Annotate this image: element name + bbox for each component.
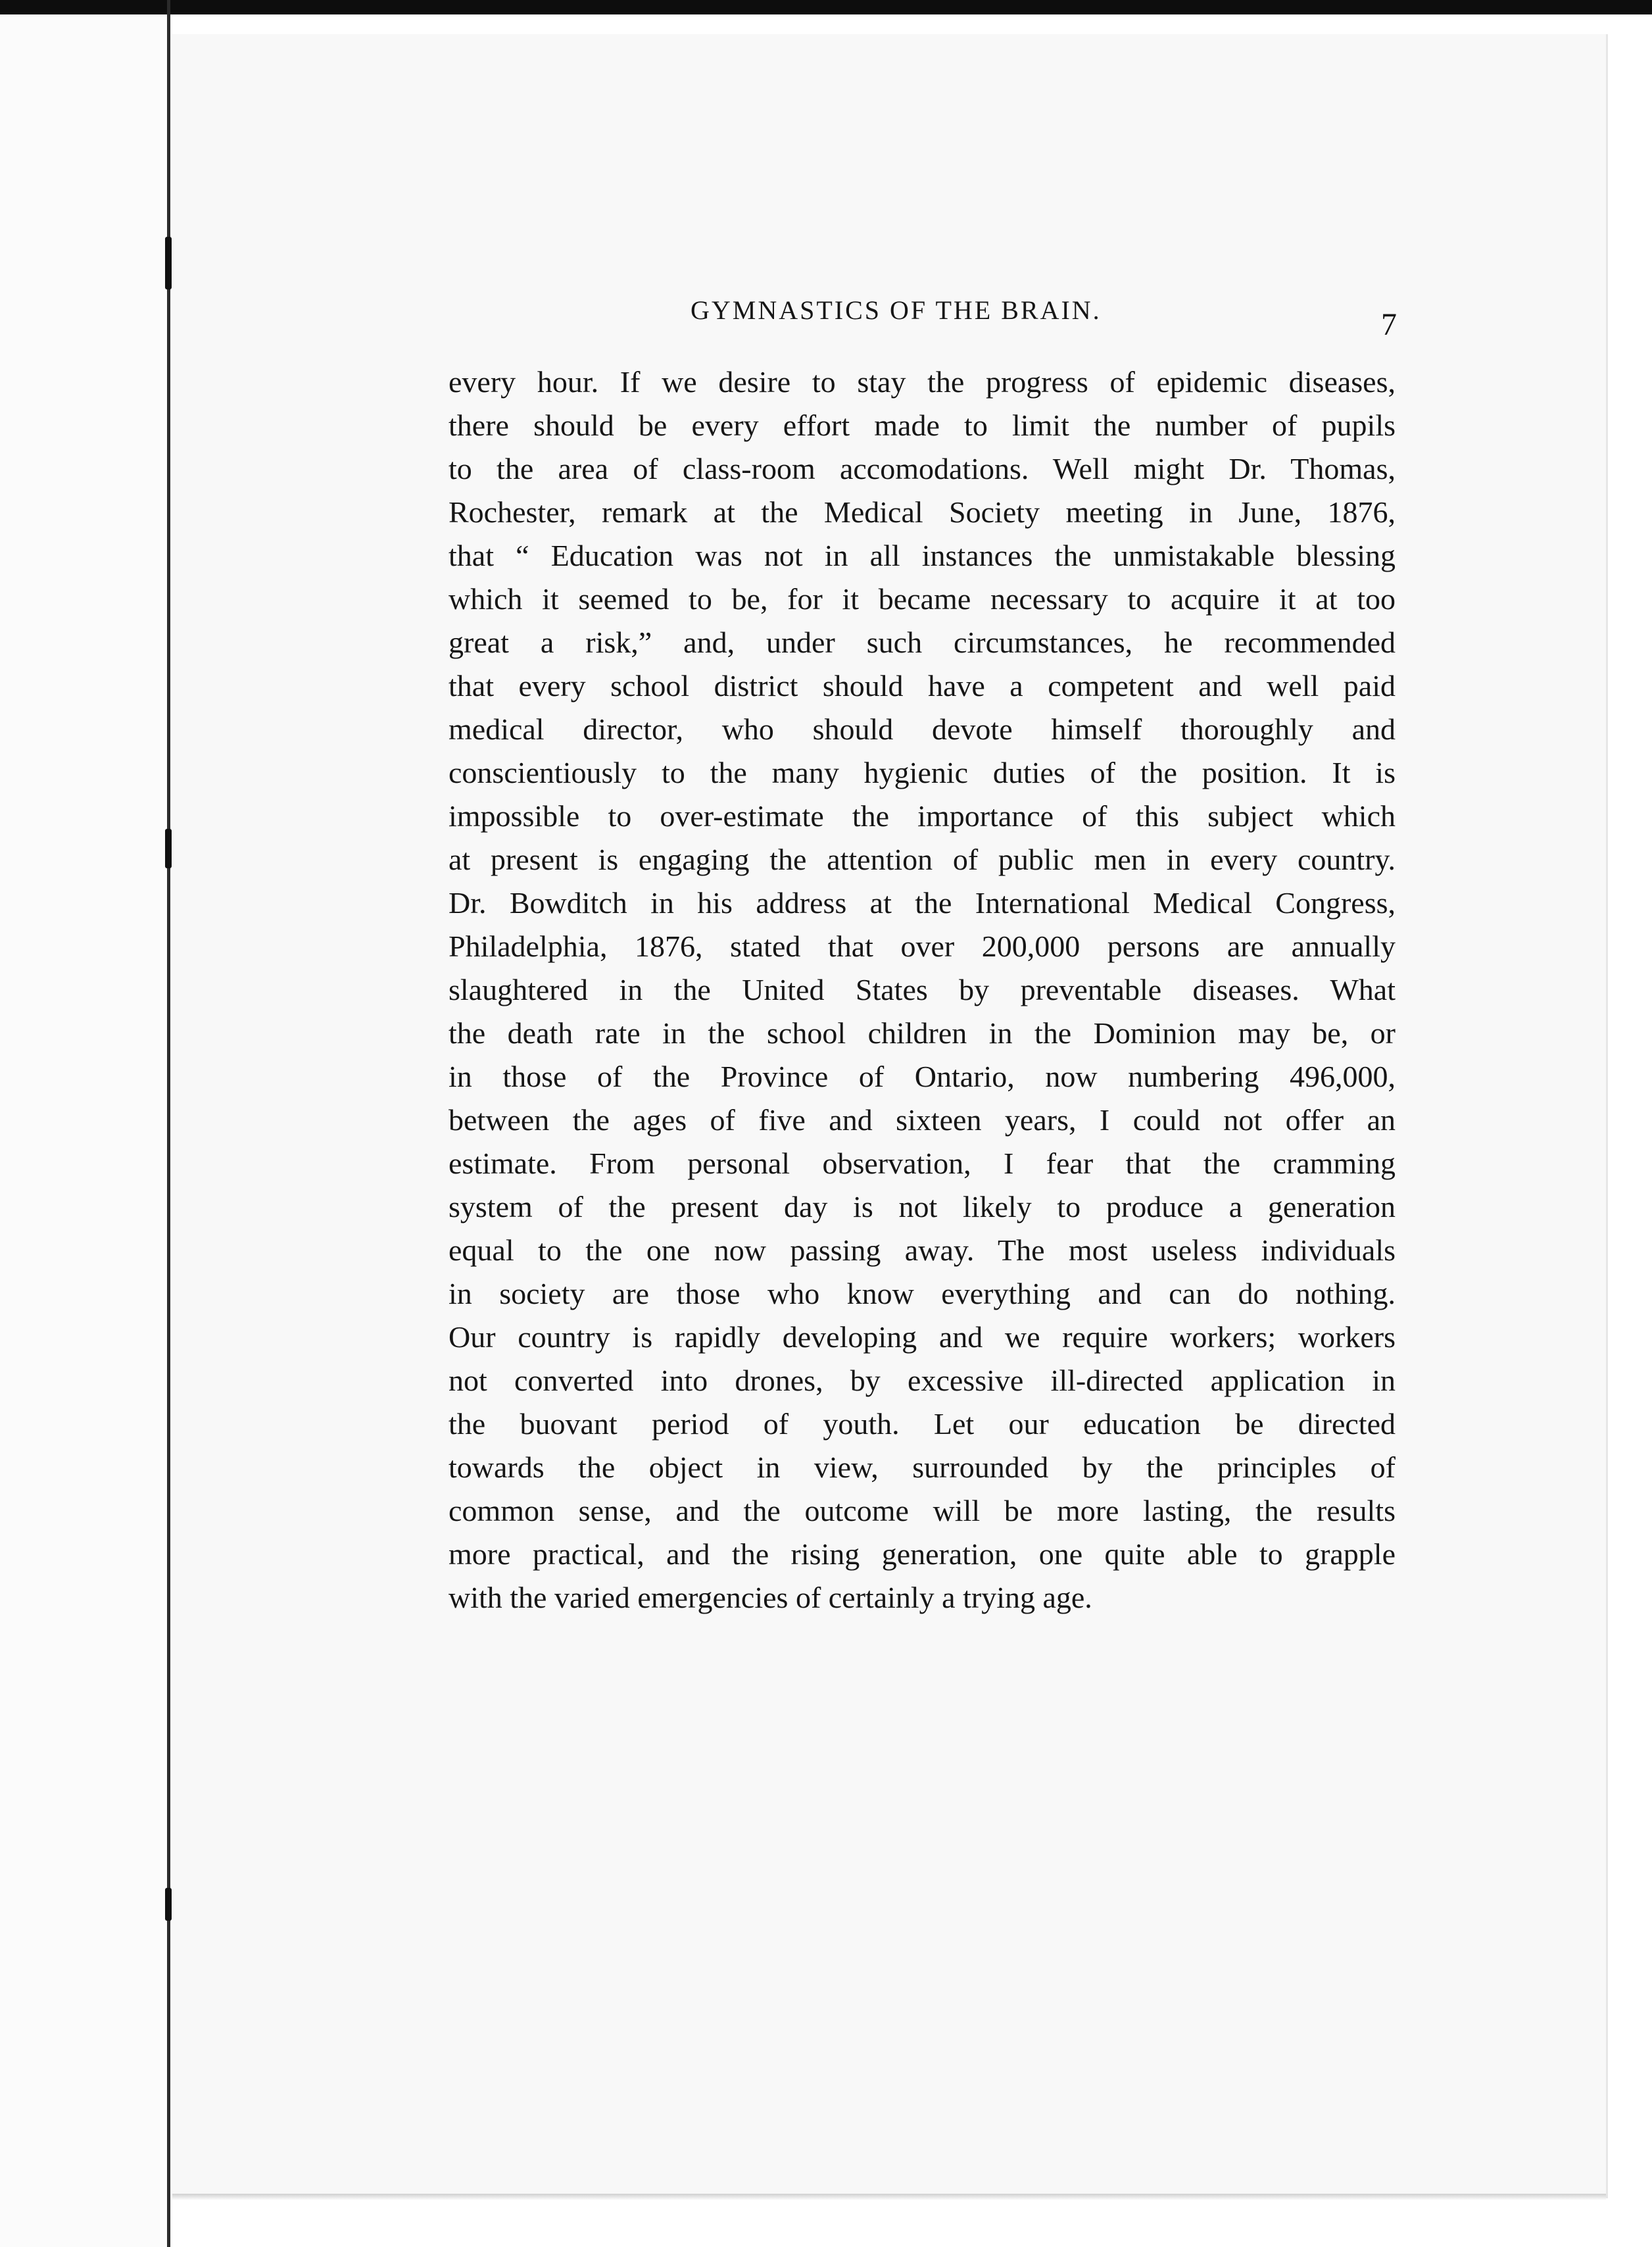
text-line: Rochester, remark at the Medical Society meeting in June, 1876, bbox=[449, 495, 1396, 529]
scan-top-border bbox=[0, 0, 1652, 14]
text-line: the buovant period of youth. Let our education be directed bbox=[449, 1407, 1396, 1441]
text-line: between the ages of five and sixteen years, I could not offer an bbox=[449, 1103, 1396, 1137]
text-line: every hour. If we desire to stay the progress of epidemic diseases, bbox=[449, 365, 1396, 399]
binding-mark bbox=[165, 237, 172, 289]
facing-page-margin bbox=[0, 14, 168, 2247]
text-line: Our country is rapidly developing and we require workers; workers bbox=[449, 1320, 1396, 1354]
text-line: common sense, and the outcome will be more lasting, the results bbox=[449, 1494, 1396, 1527]
text-line: with the varied emergencies of certainly a trying age. bbox=[449, 1581, 1092, 1614]
text-line: slaughtered in the United States by preventable diseases. What bbox=[449, 973, 1396, 1006]
text-line: towards the object in view, surrounded by the principles of bbox=[449, 1450, 1396, 1484]
text-line: Dr. Bowditch in his address at the International Medical Congress, bbox=[449, 886, 1396, 920]
text-line: in society are those who know everything and can do nothing. bbox=[449, 1277, 1396, 1310]
text-line: that “ Education was not in all instances the unmistakable blessing bbox=[449, 539, 1396, 572]
text-line: system of the present day is not likely to produce a generation bbox=[449, 1190, 1396, 1223]
text-line: the death rate in the school children in the Dominion may be, or bbox=[449, 1016, 1396, 1050]
page-number: 7 bbox=[1381, 307, 1397, 342]
text-line: estimate. From personal observation, I fear that the cramming bbox=[449, 1147, 1396, 1180]
text-line: great a risk,” and, under such circumstances, he recommended bbox=[449, 626, 1396, 659]
binding-mark bbox=[165, 829, 172, 868]
running-head: GYMNASTICS OF THE BRAIN. bbox=[691, 295, 1102, 325]
binding-mark bbox=[165, 1888, 172, 1921]
text-line: that every school district should have a competent and well paid bbox=[449, 669, 1396, 703]
text-line: medical director, who should devote himself thoroughly and bbox=[449, 712, 1396, 746]
text-line: Philadelphia, 1876, stated that over 200,000 persons are annually bbox=[449, 929, 1396, 963]
text-line: at present is engaging the attention of public men in every country. bbox=[449, 843, 1396, 876]
text-line: impossible to over-estimate the importance of this subject which bbox=[449, 799, 1396, 833]
text-line: conscientiously to the many hygienic duties of the position. It is bbox=[449, 756, 1396, 789]
text-line: more practical, and the rising generation, one quite able to grapple bbox=[449, 1537, 1396, 1571]
text-line: in those of the Province of Ontario, now numbering 496,000, bbox=[449, 1060, 1396, 1093]
text-line: to the area of class-room accomodations. Well might Dr. Thomas, bbox=[449, 452, 1396, 485]
text-line: equal to the one now passing away. The most useless individuals bbox=[449, 1233, 1396, 1267]
text-line: which it seemed to be, for it became necessary to acquire it at too bbox=[449, 582, 1396, 616]
text-line: not converted into drones, by excessive ill-directed application in bbox=[449, 1364, 1396, 1397]
text-line: there should be every effort made to limit the number of pupils bbox=[449, 408, 1396, 442]
page-bottom-edge bbox=[172, 2194, 1606, 2200]
body-text bbox=[449, 360, 1396, 1619]
